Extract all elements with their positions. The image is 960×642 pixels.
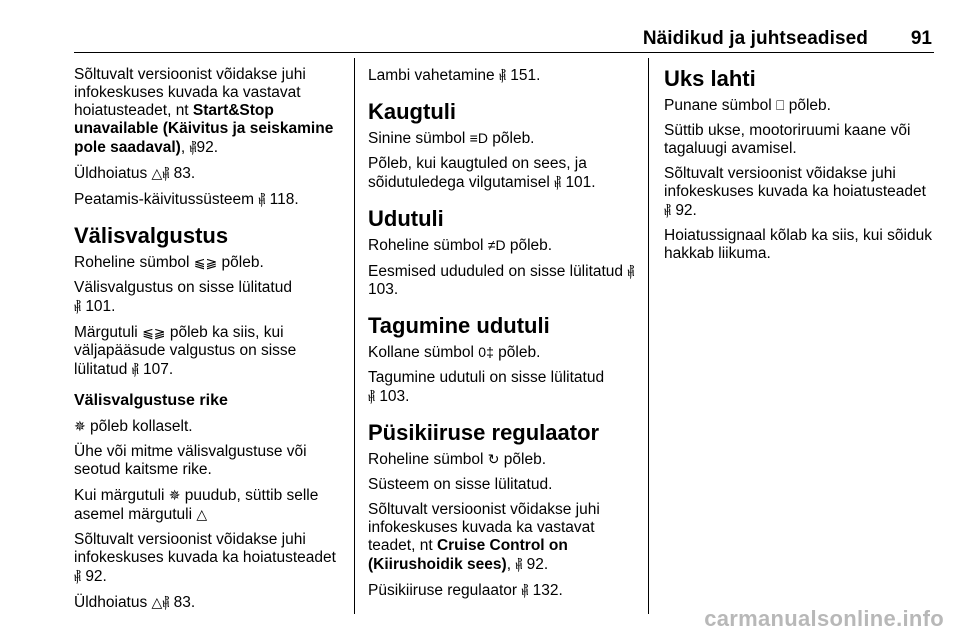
section-heading: Välisvalgustus: [74, 223, 229, 248]
high-beam-icon: ≡D: [469, 130, 488, 146]
paragraph: Ühe või mitme välisvalgustuse või seotud kaitsme rike.: [74, 443, 307, 478]
paragraph: ✵ põleb kollaselt.: [74, 418, 193, 435]
paragraph: Kui märgutuli ✵ puudub, süttib selle asemel märgutuli △: [74, 487, 319, 523]
column-divider: [354, 58, 355, 614]
page-reference[interactable]: 103.: [379, 388, 410, 405]
column-divider: [648, 58, 649, 614]
paragraph: Tagumine udutuli on sisse lülitatud ⳥ 103.: [368, 369, 605, 405]
page-reference[interactable]: 118.: [269, 191, 299, 208]
reference-arrow-icon: ⳥: [131, 361, 139, 377]
page-reference[interactable]: 151.: [510, 67, 541, 84]
page-title: Näidikud ja juhtseadised: [642, 28, 868, 49]
reference-arrow-icon: ⳥: [627, 263, 635, 279]
page-reference[interactable]: 107.: [143, 361, 174, 378]
paragraph: Sõltuvalt versioonist võidakse juhi infokeskuses kuvada ka vastavat hoiatusteadet, nt Start&Stop unavailable (Käivitus ja seiskamine pole saadaval), ⳥92.: [74, 66, 334, 156]
paragraph: Roheline sümbol ↻ põleb.: [368, 451, 547, 468]
reference-arrow-icon: ⳥: [74, 298, 81, 314]
page-reference[interactable]: 83.: [173, 165, 196, 182]
page-reference[interactable]: 92.: [196, 139, 219, 156]
paragraph: Sinine sümbol ≡D põleb.: [368, 130, 535, 147]
front-fog-light-icon: ≠D: [487, 237, 506, 253]
paragraph: Põleb, kui kaugtuled on sees, ja sõidutuledega vilgutamisel ⳥ 101.: [368, 155, 596, 191]
paragraph: Roheline sümbol ≠D põleb.: [368, 237, 553, 254]
page-reference[interactable]: 92.: [675, 202, 697, 219]
paragraph: Püsikiiruse regulaator ⳥ 132.: [368, 582, 563, 599]
paragraph: Üldhoiatus △⳥ 83.: [74, 165, 196, 182]
paragraph: Sõltuvalt versioonist võidakse juhi infokeskuses kuvada ka hoiatusteadet ⳥ 92.: [74, 531, 336, 585]
paragraph: Roheline sümbol ⫹⫺ põleb.: [74, 254, 264, 271]
cruise-control-icon: ↻: [487, 451, 500, 467]
bulb-fault-icon: ✵: [168, 487, 181, 503]
warning-triangle-icon: △: [151, 594, 163, 610]
reference-arrow-icon: ⳥: [515, 556, 523, 572]
section-heading: Udutuli: [368, 206, 444, 231]
section-heading: Kaugtuli: [368, 99, 456, 124]
bulb-fault-icon: ✵: [74, 418, 86, 434]
column-2: [368, 66, 640, 607]
message-text: Cruise Control on (Kiirushoidik sees): [368, 537, 568, 573]
paragraph: Märgutuli ⫹⫺ põleb ka siis, kui väljapääsude valgustus on sisse lülitatud ⳥ 107.: [74, 324, 297, 378]
section-heading: Uks lahti: [664, 66, 756, 91]
page-reference[interactable]: 92.: [526, 556, 549, 573]
reference-arrow-icon: ⳥: [521, 582, 529, 598]
page-header: [74, 22, 934, 53]
rear-fog-light-icon: 0‡: [478, 344, 494, 360]
column-3: [664, 66, 936, 270]
page-number: 91: [910, 28, 932, 49]
column-1: [74, 66, 346, 619]
message-text: Start&Stop unavailable (Käivitus ja seiskamine pole saadaval): [74, 102, 334, 156]
page-reference[interactable]: 92.: [85, 568, 107, 585]
page-reference[interactable]: 101.: [85, 298, 116, 315]
paragraph: Välisvalgustus on sisse lülitatud ⳥ 101.: [74, 279, 292, 315]
paragraph: Lambi vahetamine ⳥ 151.: [368, 67, 541, 84]
reference-arrow-icon: ⳥: [189, 139, 197, 155]
warning-triangle-icon: △: [196, 506, 208, 522]
paragraph: Süsteem on sisse lülitatud.: [368, 476, 553, 493]
page-reference[interactable]: 83.: [173, 594, 196, 611]
reference-arrow-icon: ⳥: [554, 174, 562, 190]
section-heading: Tagumine udutuli: [368, 313, 550, 338]
reference-arrow-icon: ⳥: [74, 568, 81, 584]
paragraph: Sõltuvalt versioonist võidakse juhi infokeskuses kuvada ka hoiatusteadet ⳥ 92.: [664, 165, 926, 219]
page-reference[interactable]: 103.: [368, 281, 399, 298]
reference-arrow-icon: ⳥: [664, 202, 671, 218]
reference-arrow-icon: ⳥: [368, 388, 375, 404]
paragraph: Kollane sümbol 0‡ põleb.: [368, 344, 541, 361]
paragraph: Peatamis-käivitussüsteem ⳥ 118.: [74, 191, 299, 208]
paragraph: Hoiatussignaal kõlab ka siis, kui sõiduk hakkab liikuma.: [664, 227, 932, 262]
paragraph: Eesmised ududuled on sisse lülitatud ⳥ 103.: [368, 263, 635, 298]
watermark: carmanualsonline.info: [704, 606, 944, 631]
paragraph: Sõltuvalt versioonist võidakse juhi infokeskuses kuvada ka vastavat teadet, nt Cruise Control on (Kiirushoidik sees), ⳥ 92.: [368, 501, 600, 573]
reference-arrow-icon: ⳥: [162, 594, 170, 610]
reference-arrow-icon: ⳥: [162, 165, 170, 181]
door-open-icon: ⎕: [776, 97, 785, 113]
section-heading: Püsikiiruse regulaator: [368, 420, 600, 445]
exterior-light-icon: ⫹⫺: [142, 324, 166, 340]
paragraph: Punane sümbol ⎕ põleb.: [664, 97, 831, 114]
page-reference[interactable]: 101.: [565, 174, 596, 191]
paragraph: Üldhoiatus △⳥ 83.: [74, 594, 196, 611]
page-reference[interactable]: 132.: [532, 582, 563, 599]
paragraph: Süttib ukse, mootoriruumi kaane või tagaluugi avamisel.: [664, 122, 911, 157]
reference-arrow-icon: ⳥: [258, 191, 266, 207]
subsection-heading: Välisvalgustuse rike: [74, 392, 228, 409]
exterior-light-icon: ⫹⫺: [193, 254, 218, 270]
reference-arrow-icon: ⳥: [498, 67, 506, 83]
warning-triangle-icon: △: [151, 165, 163, 181]
